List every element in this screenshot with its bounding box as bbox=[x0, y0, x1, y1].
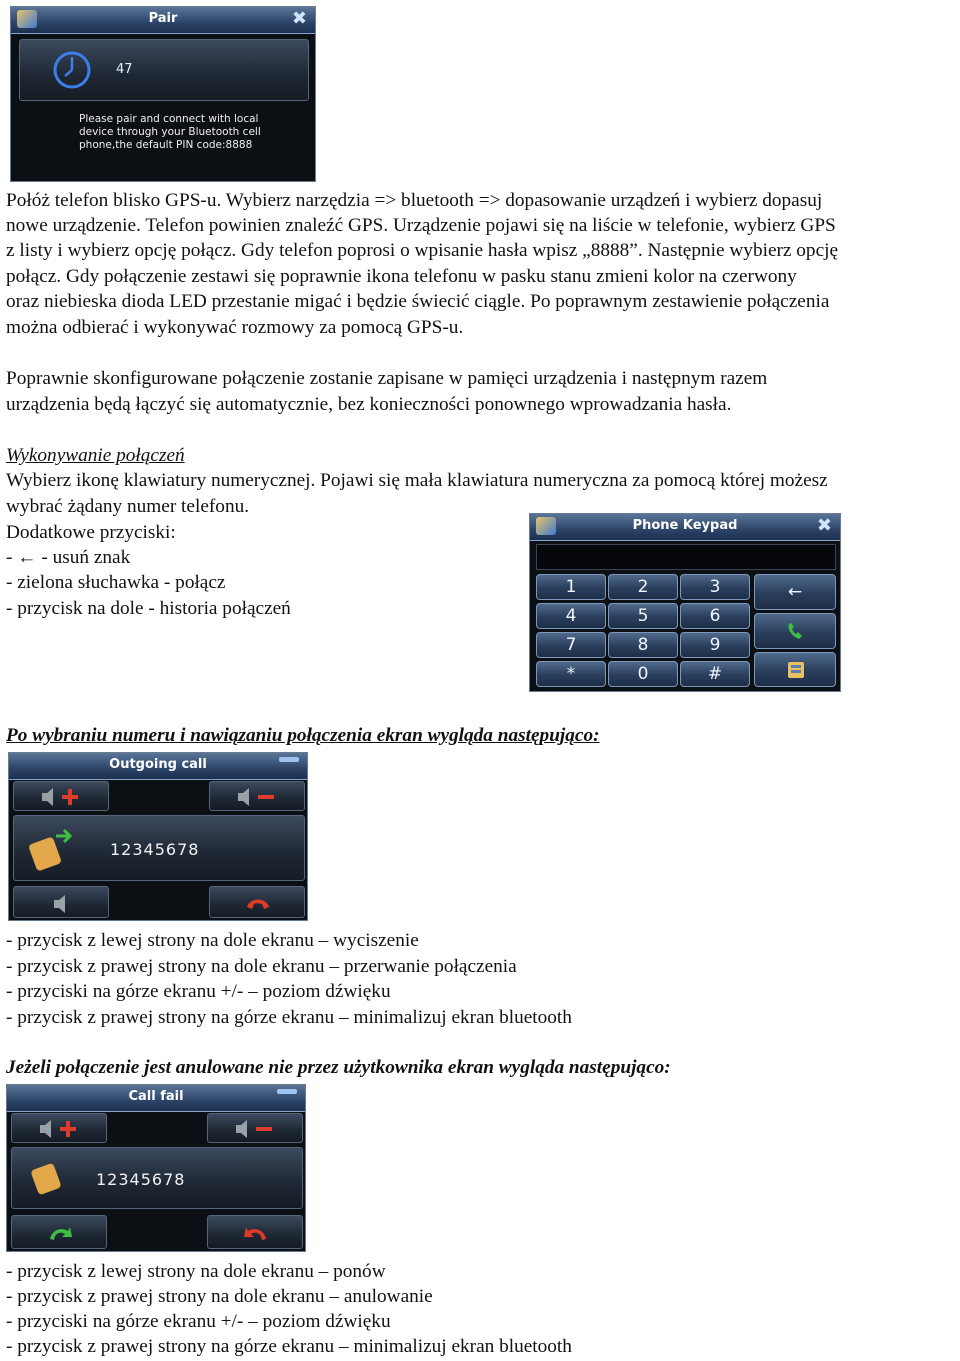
list-item: - przyciski na górze ekranu +/- – poziom dźwięku bbox=[6, 981, 391, 1002]
list-item: - przycisk z lewej strony na dole ekranu – wyciszenie bbox=[6, 930, 419, 951]
minimize-icon[interactable] bbox=[279, 757, 299, 762]
pair-countdown-panel bbox=[19, 39, 309, 101]
keypad-screenshot bbox=[529, 513, 841, 692]
failed-number: 12345678 bbox=[96, 1170, 186, 1189]
green-handset-icon bbox=[785, 620, 807, 642]
callfail-title: Call fail bbox=[128, 1089, 184, 1104]
call-info-panel bbox=[11, 1147, 303, 1209]
text-line: nowe urządzenie. Telefon powinien znaleźć GPS. Urządzenie pojawi się na liście w telefonie, wybierz GPS bbox=[6, 215, 836, 236]
key-8[interactable]: 8 bbox=[608, 632, 678, 658]
section-heading-calls: Wykonywanie połączeń bbox=[6, 445, 185, 466]
volume-down-button[interactable] bbox=[209, 781, 305, 811]
text-line: z listy i wybierz opcję połącz. Gdy telefon poprosi o wpisanie hasła wpisz „8888”. Następnie wybierz opcję bbox=[6, 240, 839, 261]
section-heading-outgoing: Po wybraniu numeru i nawiązaniu połączenia ekran wygląda następująco: bbox=[6, 725, 600, 746]
list-item: - przycisk z prawej strony na górze ekranu – minimalizuj ekran bluetooth bbox=[6, 1336, 572, 1357]
call-history-icon bbox=[785, 659, 809, 681]
text-line: urządzenia będą łączyć się automatycznie, bez konieczności ponownego wprowadzania hasła. bbox=[6, 394, 732, 415]
mute-icon bbox=[52, 894, 72, 914]
text-line: - zielona słuchawka - połącz bbox=[6, 572, 226, 593]
cancel-icon bbox=[242, 1223, 270, 1243]
countdown-value: 47 bbox=[116, 62, 133, 77]
volume-up-button[interactable] bbox=[13, 781, 109, 811]
outgoing-title: Outgoing call bbox=[109, 757, 207, 772]
text-line: Połóż telefon blisko GPS-u. Wybierz narzędzia => bluetooth => dopasowanie urządzeń i wybierz dopasuj bbox=[6, 190, 823, 211]
text-line: połącz. Gdy połączenie zestawi się poprawnie ikona telefonu w pasku stanu zmieni kolor na czerwony bbox=[6, 266, 797, 287]
pair-message-line: device through your Bluetooth cell bbox=[79, 126, 261, 138]
key-6[interactable]: 6 bbox=[680, 603, 750, 629]
call-info-panel bbox=[13, 815, 305, 881]
key-3[interactable]: 3 bbox=[680, 574, 750, 600]
call-button[interactable] bbox=[754, 613, 836, 649]
callfail-titlebar bbox=[7, 1085, 305, 1112]
pair-message bbox=[79, 113, 261, 152]
text-line: wybrać żądany numer telefonu. bbox=[6, 496, 250, 517]
volume-down-button[interactable] bbox=[207, 1113, 303, 1143]
list-item: - przycisk z prawej strony na górze ekranu – minimalizuj ekran bluetooth bbox=[6, 1007, 572, 1028]
minimize-icon[interactable] bbox=[277, 1089, 297, 1094]
volume-down-icon bbox=[234, 1119, 278, 1139]
text-line: oraz niebieska dioda LED przestanie migać i będzie świecić ciągle. Po poprawnym zestawienie połączenia bbox=[6, 291, 830, 312]
pair-screenshot bbox=[10, 6, 316, 182]
volume-up-icon bbox=[38, 1119, 82, 1139]
number-display bbox=[536, 544, 836, 570]
close-icon[interactable]: ✖ bbox=[816, 515, 832, 536]
phone-icon bbox=[28, 1158, 68, 1198]
mute-button[interactable] bbox=[13, 886, 109, 918]
key-hash[interactable]: # bbox=[680, 661, 750, 687]
volume-up-button[interactable] bbox=[11, 1113, 107, 1143]
key-star[interactable]: * bbox=[536, 661, 606, 687]
pair-message-line: Please pair and connect with local bbox=[79, 113, 259, 125]
list-item: - przycisk z prawej strony na dole ekranu – anulowanie bbox=[6, 1286, 433, 1307]
call-fail-screenshot bbox=[6, 1084, 306, 1252]
text-line: - ← - usuń znak bbox=[6, 547, 131, 568]
text-line: Dodatkowe przyciski: bbox=[6, 522, 176, 543]
backspace-icon: ← bbox=[787, 582, 803, 602]
outgoing-call-screenshot bbox=[8, 752, 308, 921]
pair-message-line: phone,the default PIN code:8888 bbox=[79, 139, 253, 151]
keypad-titlebar bbox=[530, 514, 840, 541]
key-7[interactable]: 7 bbox=[536, 632, 606, 658]
volume-up-icon bbox=[40, 787, 84, 807]
key-5[interactable]: 5 bbox=[608, 603, 678, 629]
key-4[interactable]: 4 bbox=[536, 603, 606, 629]
keypad-title: Phone Keypad bbox=[632, 518, 738, 533]
pair-title: Pair bbox=[148, 11, 178, 26]
red-handset-icon bbox=[244, 893, 272, 913]
key-0[interactable]: 0 bbox=[608, 661, 678, 687]
cancel-button[interactable] bbox=[207, 1215, 303, 1249]
pair-titlebar bbox=[11, 7, 315, 34]
list-item: - przyciski na górze ekranu +/- – poziom dźwięku bbox=[6, 1311, 391, 1332]
list-item: - przycisk z lewej strony na dole ekranu – ponów bbox=[6, 1261, 386, 1282]
key-9[interactable]: 9 bbox=[680, 632, 750, 658]
text-line: Wybierz ikonę klawiatury numerycznej. Pojawi się mała klawiatura numeryczna za pomocą której możesz bbox=[6, 470, 828, 491]
backspace-button[interactable] bbox=[754, 574, 836, 610]
text-line: Poprawnie skonfigurowane połączenie zostanie zapisane w pamięci urządzenia i następnym razem bbox=[6, 368, 768, 389]
key-2[interactable]: 2 bbox=[608, 574, 678, 600]
redial-button[interactable] bbox=[11, 1215, 107, 1249]
dialed-number: 12345678 bbox=[110, 840, 200, 859]
outgoing-phone-icon bbox=[26, 828, 76, 872]
hang-up-button[interactable] bbox=[209, 886, 305, 918]
volume-down-icon bbox=[236, 787, 280, 807]
list-item: - przycisk z prawej strony na dole ekranu – przerwanie połączenia bbox=[6, 956, 517, 977]
text-line: - przycisk na dole - historia połączeń bbox=[6, 598, 291, 619]
redial-icon bbox=[46, 1223, 74, 1243]
key-1[interactable]: 1 bbox=[536, 574, 606, 600]
outgoing-titlebar bbox=[9, 753, 307, 780]
call-history-button[interactable] bbox=[754, 652, 836, 687]
section-heading-call-fail: Jeżeli połączenie jest anulowane nie przez użytkownika ekran wygląda następująco: bbox=[6, 1057, 671, 1078]
text-line: można odbierać i wykonywać rozmowy za pomocą GPS-u. bbox=[6, 317, 464, 338]
clock-icon bbox=[52, 50, 92, 90]
close-icon[interactable]: ✖ bbox=[291, 8, 307, 29]
